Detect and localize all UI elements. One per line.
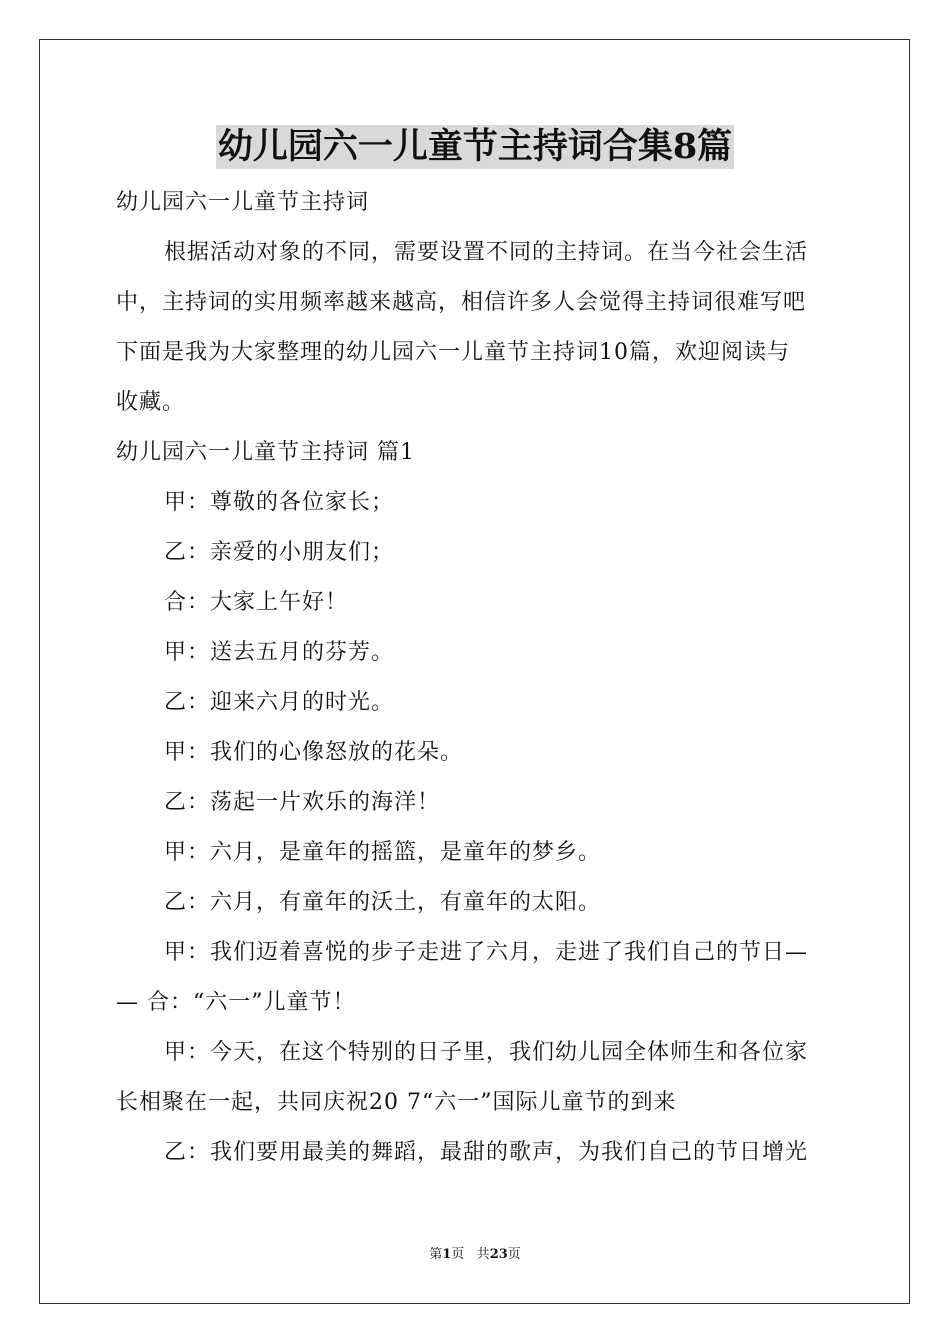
dialogue-line: 长相聚在一起，共同庆祝20 7“六一”国际儿童节的到来 (116, 1090, 677, 1115)
dialogue-line: 合：大家上午好！ (164, 590, 349, 615)
dialogue-line: 甲：尊敬的各位家长； (164, 490, 395, 515)
dialogue-line: 甲：我们的心像怒放的花朵。 (164, 740, 464, 765)
dialogue-line: 乙：六月，有童年的沃土，有童年的太阳。 (164, 890, 602, 915)
dialogue-line: — 合：“六一”儿童节！ (116, 990, 356, 1015)
current-page-number: 1 (442, 1247, 452, 1262)
dialogue-line: 乙：迎来六月的时光。 (164, 690, 395, 715)
page-prefix: 第 (429, 1247, 443, 1262)
paragraph-line: 收藏。 (116, 390, 186, 415)
page-suffix: 页 (451, 1247, 465, 1262)
page-footer (0, 1245, 950, 1265)
dialogue-line: 甲：今天，在这个特别的日子里，我们幼儿园全体师生和各位家 (164, 1040, 809, 1065)
dialogue-line: 乙：亲爱的小朋友们； (164, 540, 395, 565)
section-heading: 幼儿园六一儿童节主持词 (116, 190, 370, 215)
dialogue-line: 甲：六月，是童年的摇篮，是童年的梦乡。 (164, 840, 602, 865)
title-container (0, 125, 950, 169)
paragraph-line: 下面是我为大家整理的幼儿园六一儿童节主持词10篇，欢迎阅读与 (116, 340, 790, 365)
dialogue-line: 甲：我们迈着喜悦的步子走进了六月，走进了我们自己的节日— (164, 940, 809, 965)
dialogue-line: 甲：送去五月的芬芳。 (164, 640, 395, 665)
paragraph-line: 中，主持词的实用频率越来越高，相信许多人会觉得主持词很难写吧 (116, 290, 807, 315)
total-suffix: 页 (507, 1247, 521, 1262)
section-heading: 幼儿园六一儿童节主持词 篇1 (116, 440, 415, 465)
dialogue-line: 乙：我们要用最美的舞蹈，最甜的歌声，为我们自己的节日增光 (164, 1140, 809, 1165)
document-body (116, 178, 836, 1178)
paragraph-line: 根据活动对象的不同，需要设置不同的主持词。在当今社会生活 (164, 240, 809, 265)
dialogue-line: 乙：荡起一片欢乐的海洋！ (164, 790, 441, 815)
total-pages-number: 23 (489, 1247, 508, 1262)
total-prefix: 共 (476, 1247, 490, 1262)
document-title: 幼儿园六一儿童节主持词合集8篇 (217, 126, 733, 167)
